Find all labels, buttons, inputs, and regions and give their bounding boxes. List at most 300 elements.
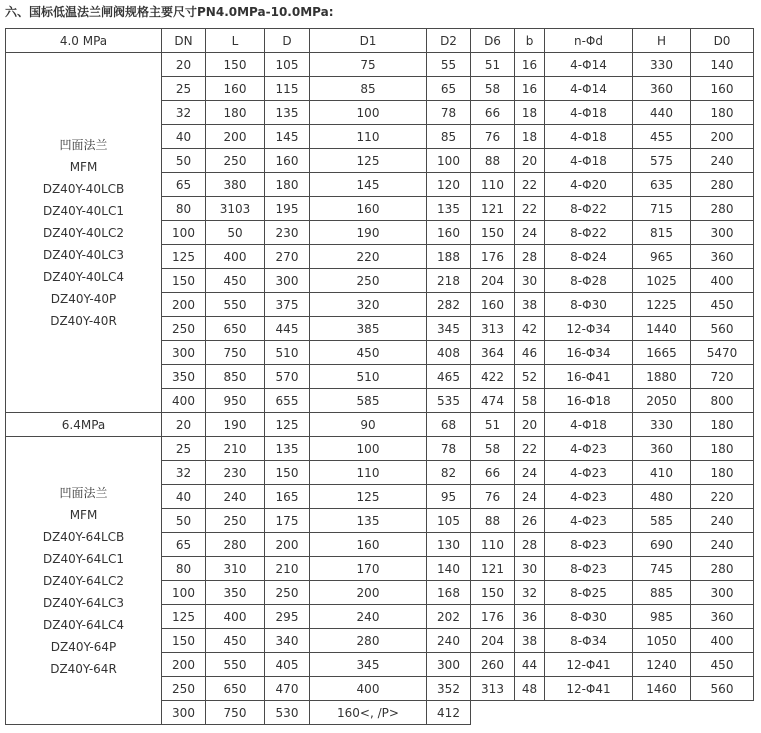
model-line: 凹面法兰 [59,137,108,152]
table-row [6,437,754,461]
cell-l: 160 [206,77,265,101]
header-cell-b: b [515,29,545,53]
cell-d1: 145 [310,173,427,197]
cell-h: 965 [633,245,691,269]
cell-dn: 400 [162,389,206,413]
cell-h: 745 [633,557,691,581]
cell-d2: 240 [427,629,471,653]
cell-d0: 240 [691,149,754,173]
cell-dn: 25 [162,77,206,101]
cell-d2: 300 [427,653,471,677]
cell-d1: 110 [310,461,427,485]
cell-d6: 110 [471,173,515,197]
cell-d0: 450 [691,653,754,677]
cell-l: 350 [206,581,265,605]
cell-l: 400 [206,605,265,629]
cell-d6: 58 [471,437,515,461]
cell-d2: 218 [427,269,471,293]
cell-d1: 220 [310,245,427,269]
cell-n-phi-d: 4-Φ18 [545,413,633,437]
cell-l: 200 [206,125,265,149]
cell-b: 22 [515,173,545,197]
cell-d1: 450 [310,341,427,365]
cell-d0: 450 [691,293,754,317]
cell-n-phi-d: 16-Φ18 [545,389,633,413]
cell-d: 175 [265,509,310,533]
cell-d: 570 [265,365,310,389]
cell-dn: 125 [162,245,206,269]
cell-d2: 82 [427,461,471,485]
cell-l: 950 [206,389,265,413]
cell-l: 50 [206,221,265,245]
cell-n-phi-d: 4-Φ18 [545,125,633,149]
cell-d0: 400 [691,269,754,293]
cell-b: 44 [515,653,545,677]
model-line: 凹面法兰 [59,485,108,500]
cell-d1: 160 [310,533,427,557]
cell-b: 28 [515,533,545,557]
cell-h: 1240 [633,653,691,677]
cell-dn: 300 [162,341,206,365]
cell-dn: 50 [162,509,206,533]
cell-n-phi-d: 4-Φ20 [545,173,633,197]
cell-d1: 90 [310,413,427,437]
cell-l: 250 [206,149,265,173]
cell-n-phi-d: 16-Φ41 [545,365,633,389]
cell-b: 26 [515,509,545,533]
cell-n-phi-d: 4-Φ14 [545,77,633,101]
model-line: DZ40Y-40LCB [42,181,125,196]
cell-d2: 535 [427,389,471,413]
cell-d0: 280 [691,557,754,581]
cell-l: 230 [206,461,265,485]
cell-h: 1225 [633,293,691,317]
cell-h: 330 [633,413,691,437]
cell-dn: 40 [162,485,206,509]
cell-d: 105 [265,53,310,77]
cell-d: 135 [265,437,310,461]
cell-d1: 250 [310,269,427,293]
cell-l: 650 [206,317,265,341]
cell-n-phi-d: 12-Φ41 [545,677,633,701]
cell-b: 38 [515,293,545,317]
cell-d0: 140 [691,53,754,77]
cell-d0: 160 [691,77,754,101]
cell-d2: 55 [427,53,471,77]
cell-d: 210 [265,557,310,581]
cell-dn: 250 [162,677,206,701]
cell-h: 815 [633,221,691,245]
cell-dn: 150 [162,629,206,653]
cell-n-phi-d: 8-Φ30 [545,605,633,629]
model-line: DZ40Y-40LC2 [43,225,124,240]
cell-n-phi-d: 8-Φ22 [545,221,633,245]
cell-d6: 121 [471,557,515,581]
cell-l: 750 [206,701,265,725]
cell-d: 470 [265,677,310,701]
cell-d: 250 [265,581,310,605]
header-cell-d1: D1 [310,29,427,53]
cell-d2: 85 [427,125,471,149]
cell-d6: 88 [471,149,515,173]
cell-d: 180 [265,173,310,197]
cell-dn: 20 [162,413,206,437]
cell-d1: 200 [310,581,427,605]
cell-d: 150 [265,461,310,485]
cell-d2: 408 [427,341,471,365]
cell-d0: 800 [691,389,754,413]
cell-h: 455 [633,125,691,149]
cell-h: 360 [633,437,691,461]
cell-l: 210 [206,437,265,461]
cell-d6: 260 [471,653,515,677]
cell-d0: 240 [691,533,754,557]
cell-d2: 282 [427,293,471,317]
cell-h: 480 [633,485,691,509]
header-cell-d6: D6 [471,29,515,53]
cell-d6: 313 [471,677,515,701]
cell-l: 150 [206,53,265,77]
cell-d2: 135 [427,197,471,221]
cell-b: 16 [515,77,545,101]
cell-d: 655 [265,389,310,413]
cell-d1: 100 [310,101,427,125]
cell-d0: 200 [691,125,754,149]
cell-b: 32 [515,581,545,605]
cell-d2: 352 [427,677,471,701]
cell-d1: 160 [310,197,427,221]
cell-dn: 125 [162,605,206,629]
cell-b: 16 [515,53,545,77]
cell-h: 585 [633,509,691,533]
cell-h: 575 [633,149,691,173]
cell-d2: 105 [427,509,471,533]
cell-dn: 300 [162,701,206,725]
cell-d0: 360 [691,245,754,269]
cell-h: 1460 [633,677,691,701]
model-line: DZ40Y-40LC4 [43,269,124,284]
cell-d: 530 [265,701,310,725]
cell-d6: 474 [471,389,515,413]
cell-d2: 130 [427,533,471,557]
cell-n-phi-d: 4-Φ23 [545,461,633,485]
cell-d2: 160 [427,221,471,245]
empty-cell [471,701,754,725]
header-pressure-cell: 4.0 MPa [6,29,162,53]
cell-d2: 95 [427,485,471,509]
cell-d6: 422 [471,365,515,389]
cell-d6: 110 [471,533,515,557]
cell-n-phi-d: 8-Φ30 [545,293,633,317]
cell-h: 440 [633,101,691,125]
cell-n-phi-d: 4-Φ23 [545,485,633,509]
cell-d2: 412 [427,701,471,725]
cell-l: 550 [206,293,265,317]
cell-n-phi-d: 4-Φ18 [545,149,633,173]
cell-d: 300 [265,269,310,293]
header-row [6,29,754,53]
cell-n-phi-d: 4-Φ18 [545,101,633,125]
cell-d0: 400 [691,629,754,653]
cell-n-phi-d: 4-Φ23 [545,437,633,461]
cell-d6: 150 [471,221,515,245]
cell-d1: 110 [310,125,427,149]
cell-d6: 58 [471,77,515,101]
cell-d1: 100 [310,437,427,461]
cell-d0: 720 [691,365,754,389]
cell-d6: 176 [471,605,515,629]
cell-b: 48 [515,677,545,701]
cell-d2: 465 [427,365,471,389]
cell-b: 20 [515,413,545,437]
cell-b: 24 [515,461,545,485]
cell-dn: 100 [162,581,206,605]
cell-d1: 135 [310,509,427,533]
cell-n-phi-d: 8-Φ22 [545,197,633,221]
cell-b: 52 [515,365,545,389]
model-line: DZ40Y-40LC3 [43,247,124,262]
cell-d1: 345 [310,653,427,677]
cell-n-phi-d: 16-Φ34 [545,341,633,365]
cell-d2: 188 [427,245,471,269]
cell-n-phi-d: 8-Φ25 [545,581,633,605]
cell-l: 240 [206,485,265,509]
cell-l: 250 [206,509,265,533]
model-line: DZ40Y-40P [50,291,117,306]
cell-d6: 121 [471,197,515,221]
table-row [6,53,754,77]
cell-d6: 66 [471,461,515,485]
cell-l: 400 [206,245,265,269]
cell-d: 340 [265,629,310,653]
cell-d1: 75 [310,53,427,77]
cell-d: 135 [265,101,310,125]
cell-d1: 240 [310,605,427,629]
cell-d6: 313 [471,317,515,341]
cell-d0: 180 [691,437,754,461]
cell-d1: 170 [310,557,427,581]
cell-d: 510 [265,341,310,365]
cell-d1: 85 [310,77,427,101]
page-heading: 六、国标低温法兰闸阀规格主要尺寸PN4.0MPa-10.0MPa: [5,5,334,19]
cell-d6: 364 [471,341,515,365]
cell-d0: 180 [691,461,754,485]
cell-d0: 220 [691,485,754,509]
cell-l: 190 [206,413,265,437]
header-cell-l: L [206,29,265,53]
cell-dn: 200 [162,653,206,677]
header-cell-d2: D2 [427,29,471,53]
cell-d0: 280 [691,197,754,221]
cell-d6: 51 [471,53,515,77]
cell-d0: 5470 [691,341,754,365]
cell-h: 1025 [633,269,691,293]
cell-d6: 204 [471,269,515,293]
cell-l: 450 [206,269,265,293]
cell-d6: 76 [471,485,515,509]
cell-b: 38 [515,629,545,653]
cell-d2: 65 [427,77,471,101]
header-cell-n-phi-d: n-Φd [545,29,633,53]
cell-dn: 20 [162,53,206,77]
cell-d1: 385 [310,317,427,341]
cell-d1: 160<, /P> [310,701,427,725]
cell-d1: 125 [310,485,427,509]
cell-d: 145 [265,125,310,149]
cell-b: 28 [515,245,545,269]
cell-b: 30 [515,557,545,581]
cell-d6: 150 [471,581,515,605]
cell-b: 42 [515,317,545,341]
cell-d0: 300 [691,221,754,245]
cell-l: 750 [206,341,265,365]
header-cell-dn: DN [162,29,206,53]
cell-b: 30 [515,269,545,293]
cell-d0: 360 [691,605,754,629]
cell-l: 310 [206,557,265,581]
cell-d0: 560 [691,677,754,701]
cell-b: 18 [515,125,545,149]
cell-b: 58 [515,389,545,413]
cell-n-phi-d: 8-Φ23 [545,557,633,581]
cell-b: 22 [515,197,545,221]
model-line: DZ40Y-64R [50,661,117,676]
cell-d0: 560 [691,317,754,341]
cell-h: 985 [633,605,691,629]
cell-h: 1440 [633,317,691,341]
cell-d1: 510 [310,365,427,389]
cell-dn: 32 [162,101,206,125]
pressure-label-64: 6.4MPa [6,413,162,437]
cell-n-phi-d: 8-Φ24 [545,245,633,269]
cell-d: 200 [265,533,310,557]
cell-l: 3103 [206,197,265,221]
cell-h: 1050 [633,629,691,653]
model-line: MFM [69,507,98,522]
cell-h: 690 [633,533,691,557]
cell-d: 445 [265,317,310,341]
model-line: DZ40Y-40R [50,313,117,328]
cell-l: 550 [206,653,265,677]
cell-d2: 345 [427,317,471,341]
cell-d1: 125 [310,149,427,173]
header-cell-d0: D0 [691,29,754,53]
cell-h: 410 [633,461,691,485]
cell-d6: 76 [471,125,515,149]
cell-d0: 180 [691,413,754,437]
cell-d2: 100 [427,149,471,173]
cell-l: 280 [206,533,265,557]
cell-l: 650 [206,677,265,701]
cell-d: 195 [265,197,310,221]
cell-l: 450 [206,629,265,653]
header-cell-d: D [265,29,310,53]
model-group-64 [6,437,162,725]
cell-b: 46 [515,341,545,365]
cell-b: 20 [515,149,545,173]
cell-h: 1665 [633,341,691,365]
cell-d0: 280 [691,173,754,197]
model-line: DZ40Y-64LC3 [43,595,124,610]
cell-d6: 176 [471,245,515,269]
cell-d0: 300 [691,581,754,605]
cell-d1: 320 [310,293,427,317]
cell-b: 22 [515,437,545,461]
cell-dn: 25 [162,437,206,461]
cell-dn: 100 [162,221,206,245]
cell-n-phi-d: 8-Φ28 [545,269,633,293]
cell-dn: 65 [162,173,206,197]
cell-dn: 65 [162,533,206,557]
model-line: DZ40Y-64LC4 [43,617,124,632]
model-line: DZ40Y-64LCB [42,529,125,544]
cell-d1: 190 [310,221,427,245]
header-cell-h: H [633,29,691,53]
cell-h: 360 [633,77,691,101]
cell-d2: 202 [427,605,471,629]
cell-l: 180 [206,101,265,125]
cell-d2: 78 [427,101,471,125]
cell-n-phi-d: 12-Φ34 [545,317,633,341]
cell-d2: 120 [427,173,471,197]
cell-b: 18 [515,101,545,125]
model-group-40 [6,53,162,413]
cell-d6: 66 [471,101,515,125]
cell-h: 2050 [633,389,691,413]
spec-table [5,28,754,725]
cell-d2: 78 [427,437,471,461]
cell-d2: 68 [427,413,471,437]
cell-l: 380 [206,173,265,197]
cell-d6: 160 [471,293,515,317]
cell-d6: 88 [471,509,515,533]
cell-d2: 140 [427,557,471,581]
cell-l: 850 [206,365,265,389]
cell-d0: 180 [691,101,754,125]
cell-d: 125 [265,413,310,437]
cell-d6: 51 [471,413,515,437]
cell-n-phi-d: 4-Φ14 [545,53,633,77]
cell-dn: 80 [162,557,206,581]
cell-d1: 400 [310,677,427,701]
cell-d2: 168 [427,581,471,605]
cell-d1: 280 [310,629,427,653]
model-line: DZ40Y-64LC2 [43,573,124,588]
model-line: DZ40Y-64P [50,639,117,654]
cell-d: 405 [265,653,310,677]
model-line: MFM [69,159,98,174]
cell-d: 160 [265,149,310,173]
cell-dn: 250 [162,317,206,341]
table-row [6,413,754,437]
cell-dn: 40 [162,125,206,149]
model-line: DZ40Y-40LC1 [43,203,124,218]
cell-d: 375 [265,293,310,317]
cell-h: 1880 [633,365,691,389]
cell-d: 115 [265,77,310,101]
cell-d0: 240 [691,509,754,533]
cell-dn: 32 [162,461,206,485]
cell-d1: 585 [310,389,427,413]
cell-h: 715 [633,197,691,221]
cell-dn: 80 [162,197,206,221]
cell-h: 635 [633,173,691,197]
cell-dn: 150 [162,269,206,293]
cell-d: 165 [265,485,310,509]
cell-n-phi-d: 8-Φ34 [545,629,633,653]
cell-d: 295 [265,605,310,629]
model-line: DZ40Y-64LC1 [43,551,124,566]
